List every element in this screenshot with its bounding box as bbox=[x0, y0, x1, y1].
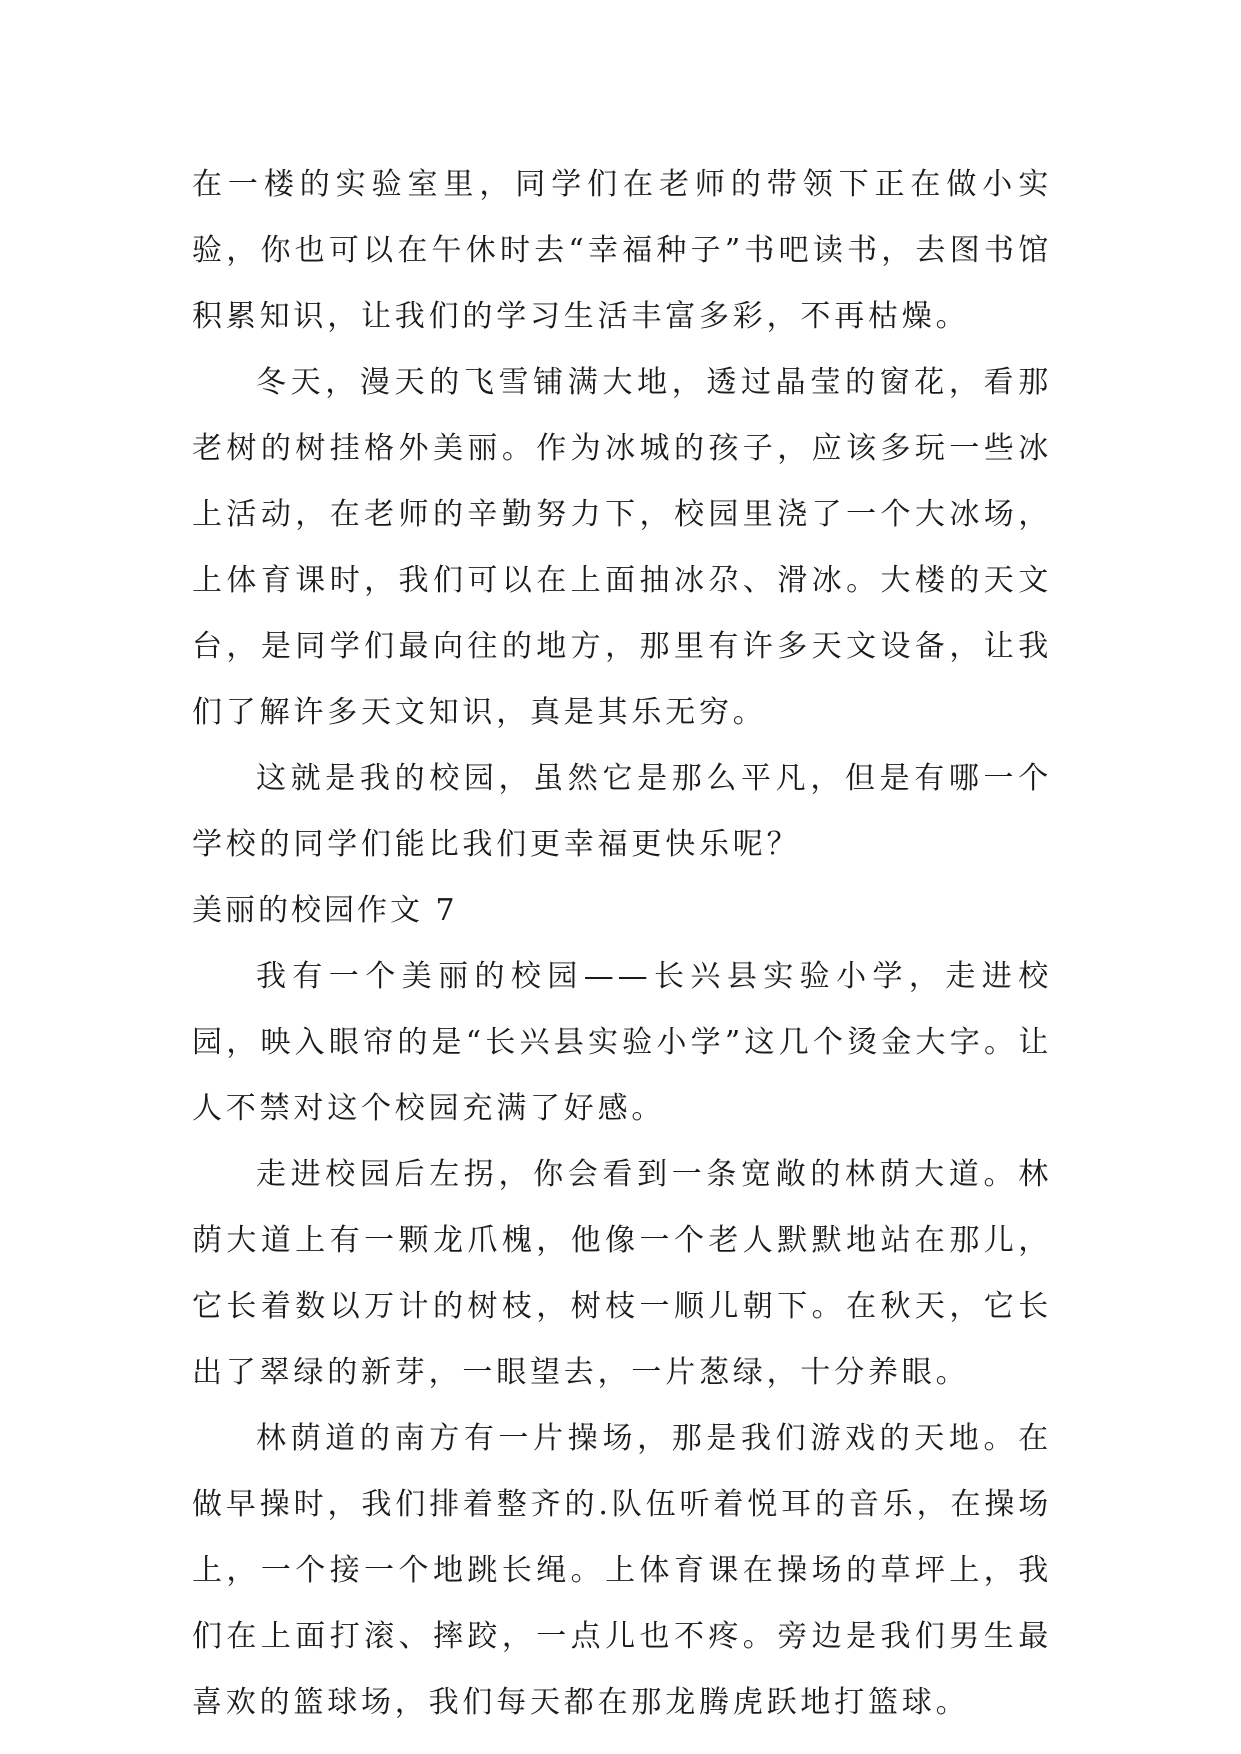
paragraph-winter: 冬天，漫天的飞雪铺满大地，透过晶莹的窗花，看那老树的树挂格外美丽。作为冰城的孩子，应该多玩一些冰上活动，在老师的辛勤努力下，校园里浇了一个大冰场，上体育课时，我们可以在上面抽冰尕、滑冰。大楼的天文台，是同学们最向往的地方，那里有许多天文设备，让我们了解许多天文知识，真是其乐无穷。 bbox=[192, 365, 1052, 730]
paragraph-continued: 在一楼的实验室里，同学们在老师的带领下正在做小实验，你也可以在午休时去“幸福种子”书吧读书，去图书馆积累知识，让我们的学习生活丰富多彩，不再枯燥。 bbox=[192, 167, 1052, 334]
paragraph-playground: 林荫道的南方有一片操场，那是我们游戏的天地。在做早操时，我们排着整齐的.队伍听着悦耳的音乐，在操场上，一个接一个地跳长绳。上体育课在操场的草坪上，我们在上面打滚、摔跤，一点儿也不疼。旁边是我们男生最喜欢的篮球场，我们每天都在那龙腾虎跃地打篮球。 bbox=[192, 1421, 1052, 1720]
paragraph-intro: 我有一个美丽的校园——长兴县实验小学，走进校园，映入眼帘的是“长兴县实验小学”这几个烫金大字。让人不禁对这个校园充满了好感。 bbox=[192, 959, 1052, 1126]
paragraph-conclusion: 这就是我的校园，虽然它是那么平凡，但是有哪一个学校的同学们能比我们更幸福更快乐呢？ bbox=[192, 761, 1052, 862]
paragraph-avenue: 走进校园后左拐，你会看到一条宽敞的林荫大道。林荫大道上有一颗龙爪槐，他像一个老人默默地站在那儿，它长着数以万计的树枝，树枝一顺儿朝下。在秋天，它长出了翠绿的新芽，一眼望去，一片葱绿，十分养眼。 bbox=[192, 1157, 1052, 1390]
document-page bbox=[192, 152, 1052, 1736]
section-title: 美丽的校园作文 7 bbox=[192, 893, 458, 928]
